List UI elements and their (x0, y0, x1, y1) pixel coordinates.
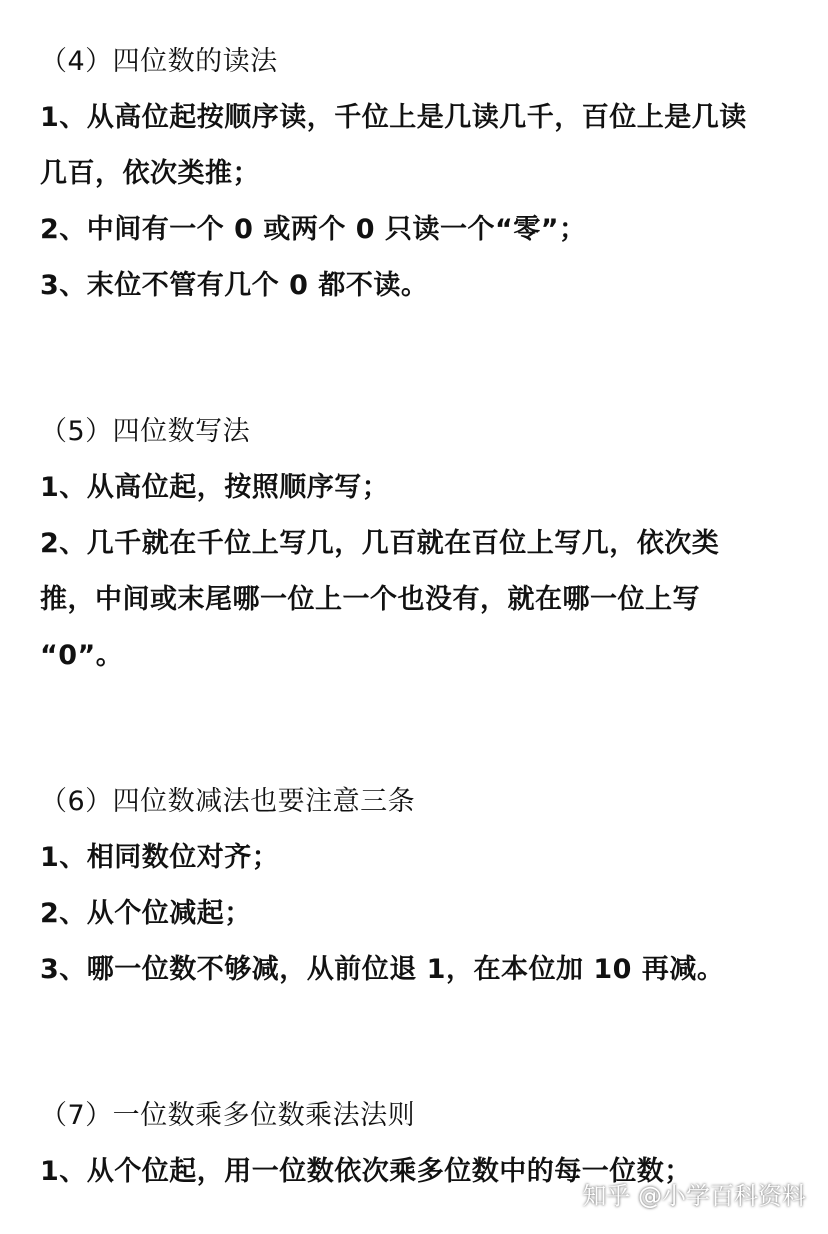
zhihu-watermark: 知乎 @小学百科资料 (582, 1182, 806, 1210)
section-5-line-2: 2、几千就在千位上写几，几百就在百位上写几，依次类 (40, 528, 720, 559)
section-7-line-1: 1、从个位起，用一位数依次乘多位数中的每一位数； (40, 1156, 692, 1187)
section-6-line-2: 2、从个位减起； (40, 898, 252, 929)
section-4-line-2: 几百，依次类推； (40, 158, 260, 189)
section-7-heading: （7）一位数乘多位数乘法法则 (40, 1100, 416, 1131)
section-4-line-3: 2、中间有一个 0 或两个 0 只读一个“零”； (40, 214, 587, 245)
section-4-line-4: 3、末位不管有几个 0 都不读。 (40, 270, 429, 301)
section-6-heading: （6）四位数减法也要注意三条 (40, 786, 416, 817)
section-6-line-3: 3、哪一位数不够减，从前位退 1，在本位加 10 再减。 (40, 954, 725, 985)
section-5-line-4: “0”。 (40, 640, 124, 671)
section-5-line-3: 推，中间或末尾哪一位上一个也没有，就在哪一位上写 (40, 584, 700, 615)
section-6-line-1: 1、相同数位对齐； (40, 842, 280, 873)
section-4-heading: （4）四位数的读法 (40, 46, 278, 77)
section-5-heading: （5）四位数写法 (40, 416, 251, 447)
section-4-line-1: 1、从高位起按顺序读，千位上是几读几千，百位上是几读 (40, 102, 747, 133)
section-5-line-1: 1、从高位起，按照顺序写； (40, 472, 390, 503)
